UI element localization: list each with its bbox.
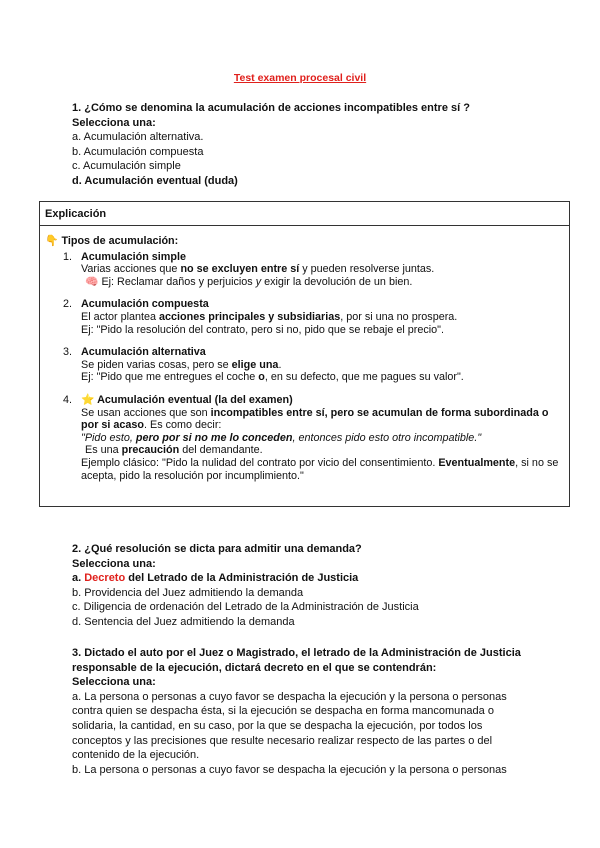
document-title: Test examen procesal civil [233, 72, 367, 84]
brain-icon: 🧠 [85, 275, 99, 288]
question-2 [72, 542, 532, 630]
question-2-option-b[interactable]: b. Providencia del Juez admitiendo la demanda [72, 586, 304, 599]
item-example: Ej: "Pido la resolución del contrato, pero si no, pido que se rebaje el precio". [81, 323, 444, 336]
type-item-alternativa [45, 346, 565, 384]
item-description: El actor plantea acciones principales y subsidiarias, por si una no prospera. [81, 310, 458, 323]
explanation-body [45, 235, 565, 492]
question-3-option-a[interactable]: a. La persona o personas a cuyo favor se despacha la ejecución y la persona o personas contra quien se despacha ésta, si la ejecución se despacha en forma mancomunada o solidaria, la cantidad, en su caso, por la que se despacha la ejecución, por todos los conceptos y las precisiones que resulte necesario realizar respecto de las partes o del contenido de la ejecución. [72, 690, 507, 762]
types-heading [45, 235, 565, 248]
item-quote: "Pido esto, pero por si no me lo conceden, entonces pido esto otro incompatible." [81, 431, 482, 444]
explanation-header: Explicación [40, 202, 569, 226]
star-icon: ⭐ [81, 393, 95, 406]
question-1-option-b[interactable]: b. Acumulación compuesta [72, 145, 204, 158]
question-1-prompt: Selecciona una: [72, 116, 156, 129]
question-1-option-d-selected[interactable]: d. Acumulación eventual (duda) [72, 174, 238, 187]
explanation-box [39, 201, 570, 507]
item-number: 4. [63, 393, 73, 406]
item-example: Ej: "Pido que me entregues el coche o, en su defecto, que me pagues su valor". [81, 371, 464, 384]
item-description: Se usan acciones que son incompatibles entre sí, pero se acumulan de forma subordinada o por si acaso. Es como decir: [81, 406, 549, 432]
question-3-option-b[interactable]: b. La persona o personas a cuyo favor se despacha la ejecución y la persona o personas [72, 763, 507, 776]
question-3-prompt: Selecciona una: [72, 676, 156, 689]
question-1-option-c[interactable]: c. Acumulación simple [72, 160, 181, 173]
question-1-option-a[interactable]: a. Acumulación alternativa. [72, 131, 204, 144]
item-title: Acumulación simple [81, 250, 186, 263]
item-example: 🧠 Ej: Reclamar daños y perjuicios y exigir la devolución de un bien. [85, 275, 413, 288]
question-1 [72, 101, 532, 189]
item-example: Ejemplo clásico: "Pido la nulidad del contrato por vicio del consentimiento. Eventualmente, si no se acepta, pido la resolución por incumplimiento." [81, 456, 559, 482]
item-number: 3. [63, 346, 73, 359]
question-2-option-a-selected[interactable]: a. Decreto del Letrado de la Administración de Justicia [72, 572, 359, 585]
question-3-text: 3. Dictado el auto por el Juez o Magistrado, el letrado de la Administración de Justicia responsable de la ejecución, dictará decreto en el que se contendrán: [72, 647, 521, 674]
type-item-eventual [45, 394, 565, 482]
item-description: Se piden varias cosas, pero se elige una. [81, 358, 282, 371]
pointing-down-hand-icon: 👇 [45, 235, 59, 247]
question-1-text: 1. ¿Cómo se denomina la acumulación de acciones incompatibles entre sí ? [72, 102, 470, 114]
item-number: 1. [63, 250, 73, 263]
item-title: ⭐ Acumulación eventual (la del examen) [81, 393, 293, 406]
type-item-simple [45, 251, 565, 289]
question-2-option-c[interactable]: c. Diligencia de ordenación del Letrado de la Administración de Justicia [72, 601, 419, 614]
question-3 [72, 646, 524, 777]
item-title: Acumulación compuesta [81, 298, 209, 311]
item-description: Varias acciones que no se excluyen entre sí y pueden resolverse juntas. [81, 263, 435, 276]
type-item-compuesta [45, 298, 565, 336]
question-2-prompt: Selecciona una: [72, 557, 156, 570]
item-number: 2. [63, 298, 73, 311]
item-note: Es una precaución del demandante. [85, 444, 263, 457]
item-title: Acumulación alternativa [81, 346, 206, 359]
question-2-option-d[interactable]: d. Sentencia del Juez admitiendo la demanda [72, 615, 295, 628]
types-title: Tipos de acumulación: [61, 235, 179, 247]
question-2-text: 2. ¿Qué resolución se dicta para admitir una demanda? [72, 543, 362, 555]
